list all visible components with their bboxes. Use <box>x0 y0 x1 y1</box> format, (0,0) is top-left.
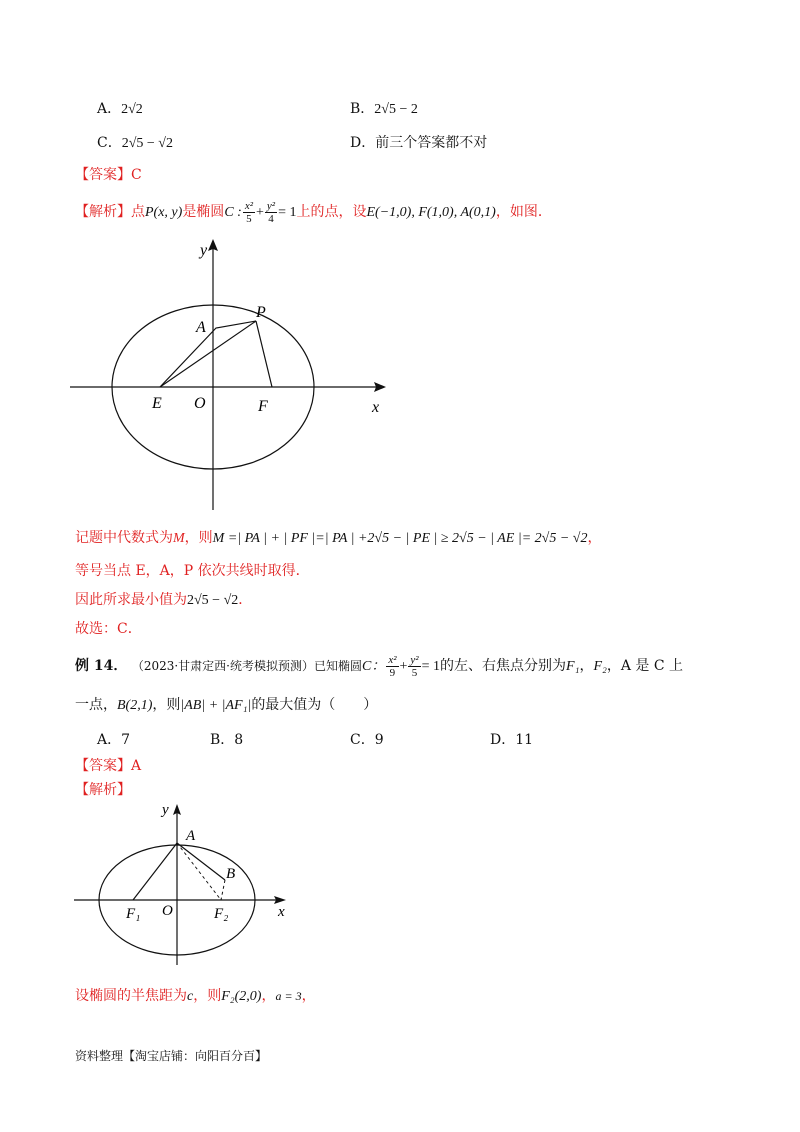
fig2-label-y: y <box>162 802 169 818</box>
label-P: P <box>256 304 266 321</box>
option-b: B．2√5 − 2 <box>350 101 418 117</box>
option-a: A．2√2 <box>97 101 143 117</box>
ellipse-figure-1 <box>70 235 400 515</box>
analysis-line-1: 记题中代数式为M，则M =| PA | + | PF |=| PA | +2√5 − | PE | ≥ 2√5 − | AE |= 2√5 − √2， <box>75 530 602 546</box>
q14-analysis-line-1: 设椭圆的半焦距为c，则F₂(2,0)，a = 3， <box>75 988 316 1004</box>
q14-option-d: D．11 <box>490 732 534 748</box>
q14-option-a: A．7 <box>97 732 131 748</box>
label-F: F <box>258 398 268 415</box>
ellipse-figure-2 <box>70 800 310 970</box>
analysis-line-2: 等号当点 E，A，P 依次共线时取得． <box>75 563 310 579</box>
fig2-label-x: x <box>278 904 285 920</box>
fig2-label-B: B <box>226 866 236 882</box>
analysis-line-4: 故选：C． <box>75 621 142 637</box>
fig2-label-A: A <box>186 828 196 844</box>
analysis-line-3: 因此所求最小值为2√5 − √2． <box>75 592 253 608</box>
fig2-label-O: O <box>162 903 173 919</box>
answer-tag: 【答案】 <box>75 167 131 183</box>
q14-option-c: C．9 <box>350 732 384 748</box>
q14-stem-line-2: 一点，B(2,1)，则|AB| + |AF₁|的最大值为（ ） <box>75 697 378 713</box>
footer-note: 资料整理【淘宝店铺：向阳百分百】 <box>75 1049 268 1063</box>
option-c: C．2√5 − √2 <box>97 135 173 151</box>
q14-option-b: B．8 <box>210 732 244 748</box>
analysis-intro: 【解析】点P(x, y)是椭圆C : $\frac{\text{x²}}{5}$ + $\frac{\text{y²}}{4}$ = 1上的点，设E(−1,0), F(1,0), A(0,1)，如图． <box>75 199 552 225</box>
label-O: O <box>194 395 206 412</box>
label-x: x <box>372 399 380 416</box>
option-d: D．前三个答案都不对 <box>350 135 488 151</box>
q14-analysis-tag: 【解析】 <box>75 782 131 798</box>
q14-answer-line: 【答案】A <box>75 758 142 774</box>
label-E: E <box>152 395 162 412</box>
fig2-label-F1: F₁ <box>126 906 141 922</box>
answer-line <box>75 166 142 184</box>
label-A: A <box>196 319 206 336</box>
label-y: y <box>200 242 208 259</box>
q14-title: 例 14． <box>75 658 128 674</box>
fig2-label-F2: F₂ <box>214 906 229 922</box>
q14-stem-line-1: 例 14． （2023·甘肃定西·统考模拟预测）已知椭圆C： $\frac{\text{x²}}{9}$ + $\frac{\text{y²}}{5}$ = 1的左、右焦点分别为F₁，F₂，A 是 C 上 <box>75 653 684 679</box>
answer-value: C <box>131 167 142 183</box>
